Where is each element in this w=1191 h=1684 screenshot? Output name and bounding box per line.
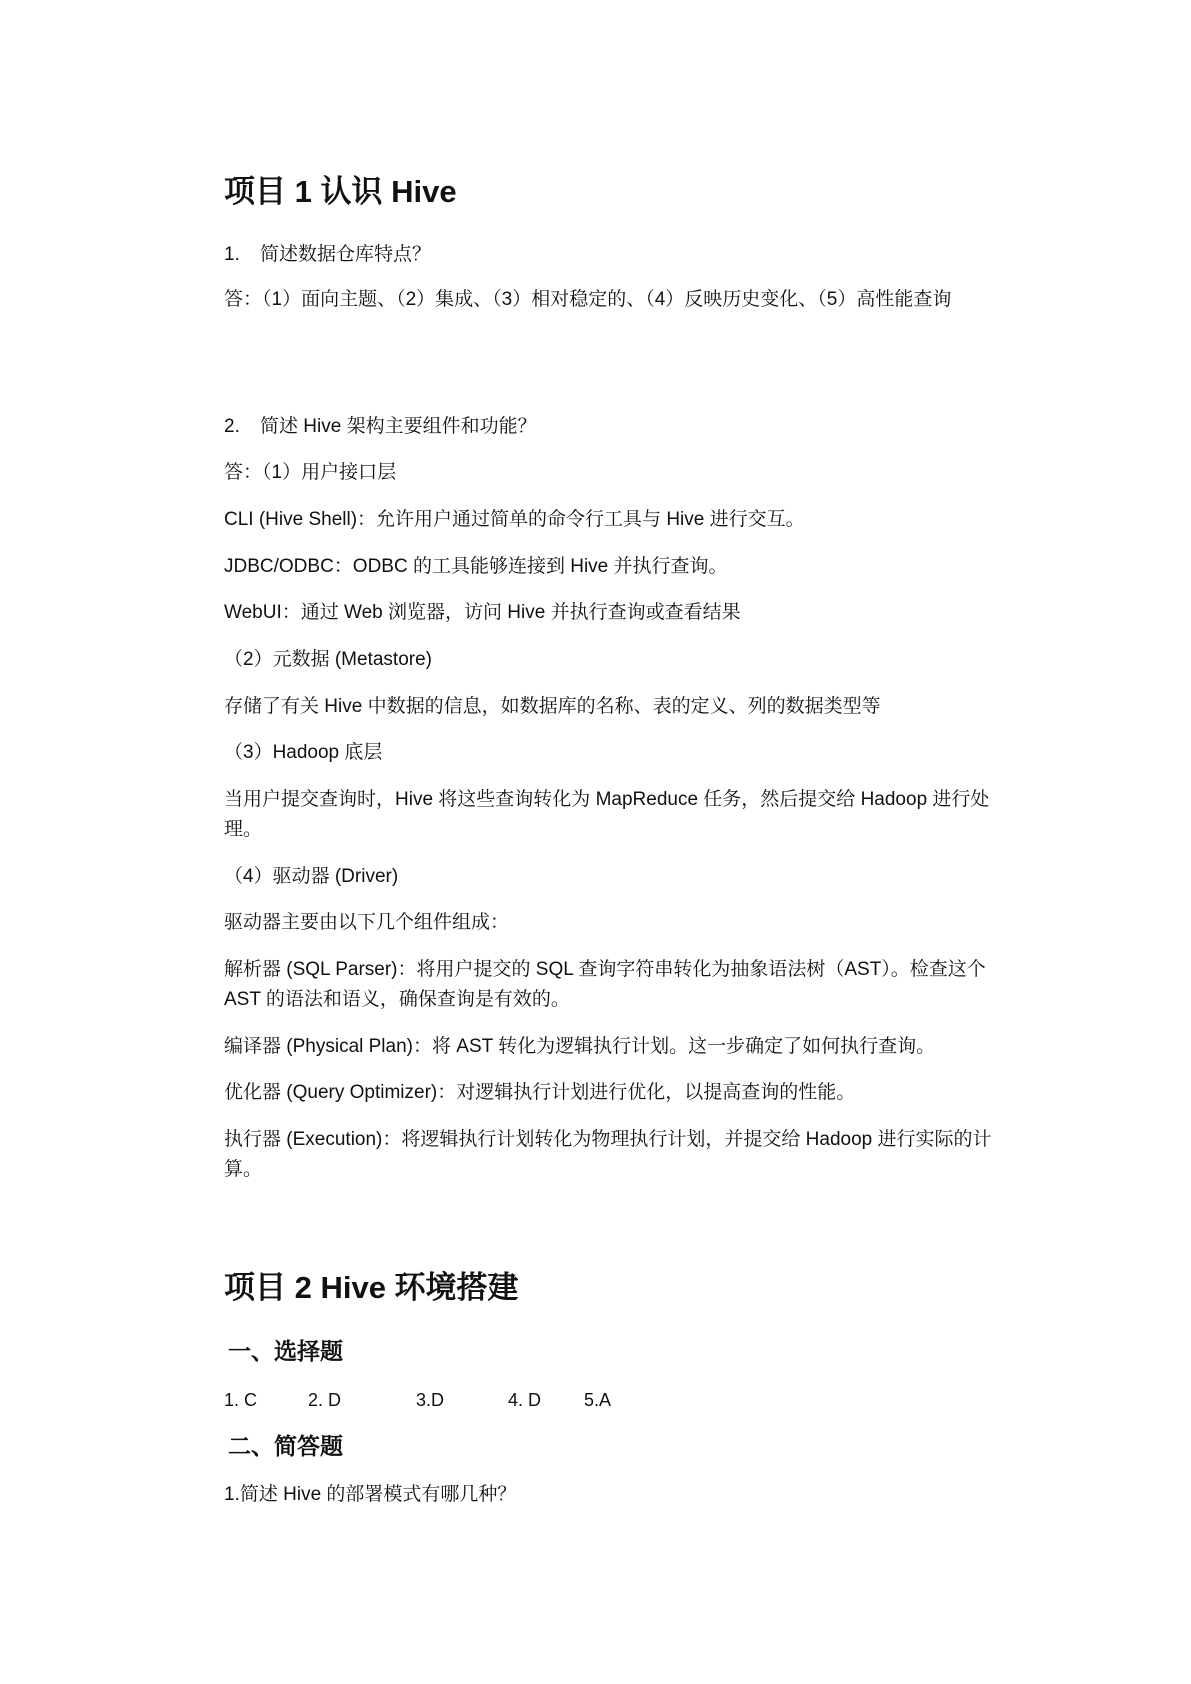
answer-item: 4. D [508,1390,542,1410]
metastore-text: 存储了有关 Hive 中数据的信息，如数据库的名称、表的定义、列的数据类型等 [224,696,881,717]
cli-item: CLI (Hive Shell)：允许用户通过简单的命令行工具与 Hive 进行交互。 [224,509,805,530]
answer-2-heading: 答：（1）用户接口层 [224,462,397,483]
answer-item: 5.A [584,1390,612,1410]
parser-item: 解析器 (SQL Parser)：将用户提交的 SQL 查询字符串转化为抽象语法树（AST）。检查这个 AST 的语法和语义，确保查询是有效的。 [224,959,986,1010]
jdbc-item: JDBC/ODBC：ODBC 的工具能够连接到 Hive 并执行查询。 [224,556,728,577]
section2-title: 项目 2 Hive 环境搭建 [224,1270,519,1305]
short-answer-heading: 二、简答题 [228,1433,343,1459]
answer-item: 3.D [416,1390,445,1410]
question-2 [224,412,1014,442]
question-2-text: 简述 Hive 架构主要组件和功能？ [260,416,537,437]
driver-heading: （4）驱动器 (Driver) [224,866,399,887]
answer-item: 1. C [224,1390,258,1410]
hadoop-heading: （3）Hadoop 底层 [224,742,383,763]
metastore-heading: （2）元数据 (Metastore) [224,649,432,670]
section1-title: 项目 1 认识 Hive [224,174,457,209]
question-1-text: 简述数据仓库特点？ [260,244,432,265]
compiler-item: 编译器 (Physical Plan)：将 AST 转化为逻辑执行计划。这一步确定了如何执行查询。 [224,1036,936,1057]
question-2-number: 2. [224,416,240,437]
webui-item: WebUI：通过 Web 浏览器，访问 Hive 并执行查询或查看结果 [224,602,741,623]
answer-1: 答：（1）面向主题、（2）集成、（3）相对稳定的、（4）反映历史变化、（5）高性能查询 [224,289,952,310]
optimizer-item: 优化器 (Query Optimizer)：对逻辑执行计划进行优化，以提高查询的性能。 [224,1082,856,1103]
question-1-number: 1. [224,244,240,265]
choice-heading: 一、选择题 [228,1338,343,1364]
executor-item: 执行器 (Execution)：将逻辑执行计划转化为物理执行计划，并提交给 Hadoop 进行实际的计算。 [224,1129,992,1180]
hadoop-text: 当用户提交查询时，Hive 将这些查询转化为 MapReduce 任务，然后提交给 Hadoop 进行处理。 [224,789,990,840]
question-1 [224,240,1014,270]
section2-question-1: 1.简述 Hive 的部署模式有哪几种？ [224,1484,517,1505]
answer-item: 2. D [308,1390,342,1410]
driver-intro: 驱动器主要由以下几个组件组成： [224,912,510,933]
